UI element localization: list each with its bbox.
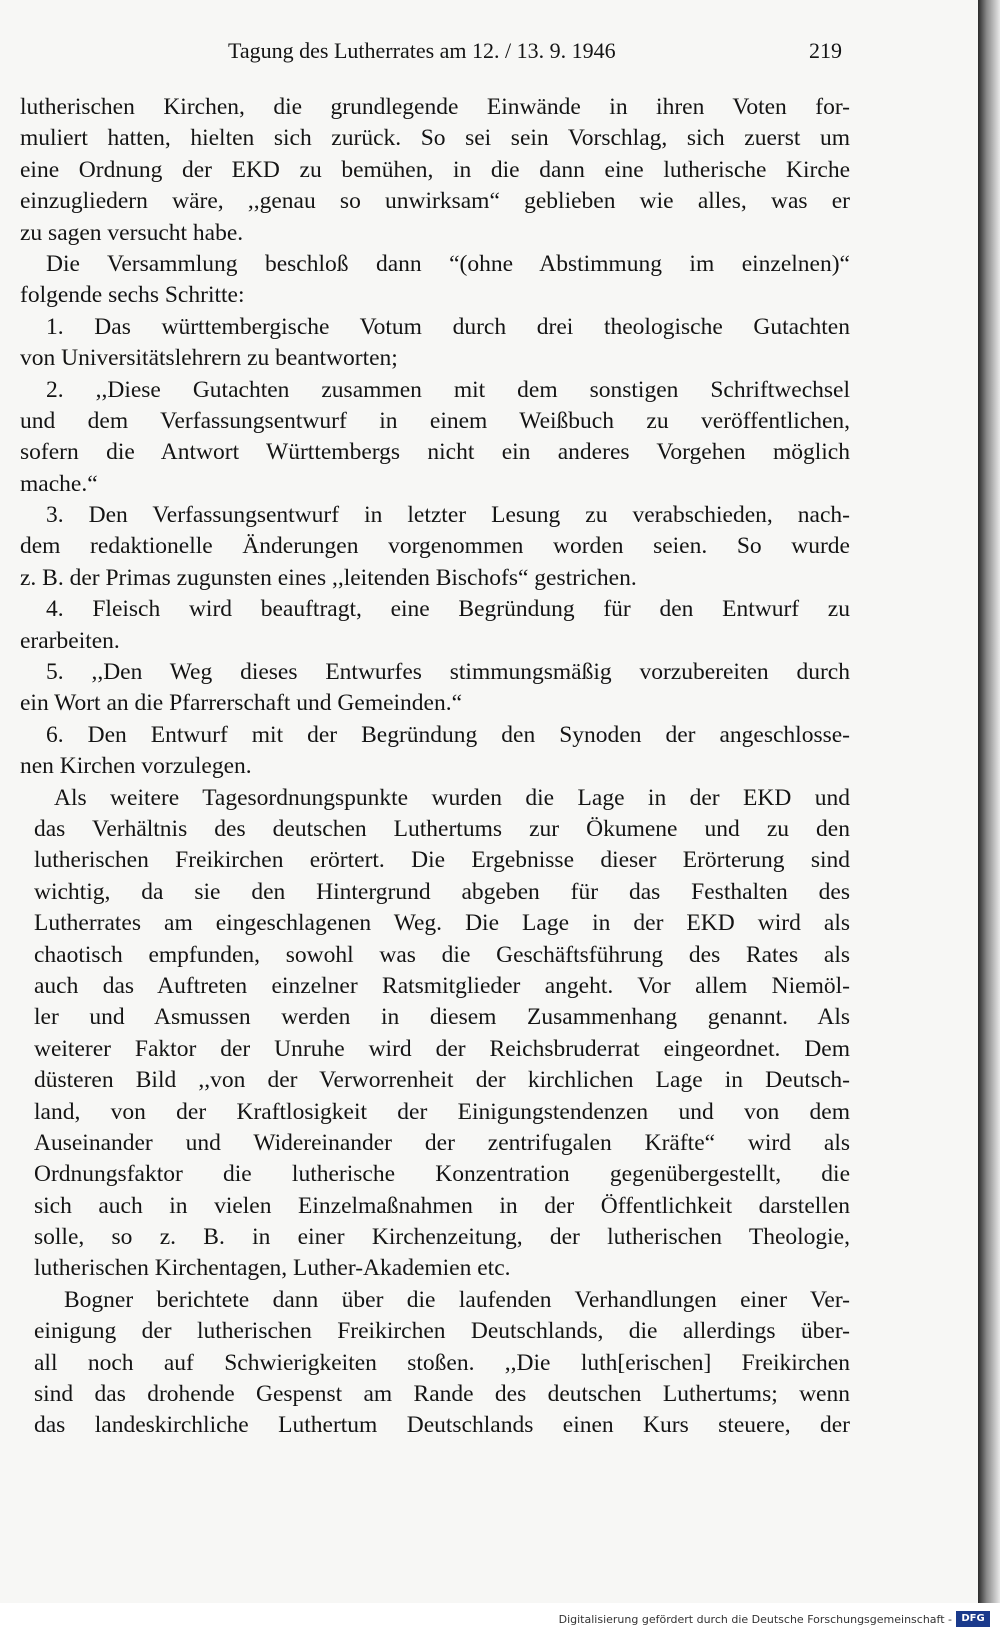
text-line: das Verhältnis des deutschen Luthertums zur Ökumene und zu den <box>34 815 850 842</box>
text-line: weiterer Faktor der Unruhe wird der Reichsbruderrat eingeordnet. Dem <box>34 1035 850 1062</box>
text-line: auch das Auftreten einzelner Ratsmitglieder angeht. Vor allem Niemöl- <box>34 972 850 999</box>
text-line: Ordnungsfaktor die lutherische Konzentration gegenübergestellt, die <box>34 1161 850 1188</box>
text-line: eine Ordnung der EKD zu bemühen, in die dann eine lutherische Kirche <box>20 156 850 183</box>
text-line: nen Kirchen vorzulegen. <box>20 753 252 780</box>
list-item-1: 1. Das württembergische Votum durch drei theologische Gutachten <box>46 313 850 340</box>
text-line: und dem Verfassungsentwurf in einem Weißbuch zu veröffentlichen, <box>20 407 850 434</box>
text-line: Die Versammlung beschloß dann “(ohne Abstimmung im einzelnen)“ <box>46 250 850 277</box>
list-item-3: 3. Den Verfassungsentwurf in letzter Lesung zu verabschieden, nach- <box>46 502 850 529</box>
page-number: 219 <box>809 38 842 63</box>
text-line: von Universitätslehrern zu beantworten; <box>20 345 398 372</box>
paragraph-start: Als weitere Tagesordnungspunkte wurden die Lage in der EKD und <box>54 784 850 811</box>
paragraph-start: Bogner berichtete dann über die laufenden Verhandlungen einer Ver- <box>64 1286 850 1313</box>
text-line: dem redaktionelle Änderungen vorgenommen worden seien. So wurde <box>20 533 850 560</box>
list-item-5: 5. ,,Den Weg dieses Entwurfes stimmungsmäßig vorzubereiten durch <box>46 659 850 686</box>
text-line: wichtig, da sie den Hintergrund abgeben für das Festhalten des <box>34 878 850 905</box>
text-line: das landeskirchliche Luthertum Deutschlands einen Kurs steuere, der <box>34 1412 850 1439</box>
text-line: ler und Asmussen werden in diesem Zusammenhang genannt. Als <box>34 1004 850 1031</box>
body-text <box>20 92 850 1442</box>
funding-credit: Digitalisierung gefördert durch die Deutsche Forschungsgemeinschaft - <box>558 1613 952 1626</box>
text-line: muliert hatten, hielten sich zurück. So sei sein Vorschlag, sich zuerst um <box>20 125 850 152</box>
text-line: sich auch in vielen Einzelmaßnahmen in der Öffentlichkeit darstellen <box>34 1192 850 1219</box>
text-line: Lutherrates am eingeschlagenen Weg. Die Lage in der EKD wird als <box>34 910 850 937</box>
text-line: zu sagen versucht habe. <box>20 219 244 246</box>
list-item-4: 4. Fleisch wird beauftragt, eine Begründung für den Entwurf zu <box>46 596 850 623</box>
text-line: lutherischen Kirchentagen, Luther-Akademien etc. <box>34 1255 511 1282</box>
text-line: z. B. der Primas zugunsten eines ,,leitenden Bischofs“ gestrichen. <box>20 564 637 591</box>
text-line: ein Wort an die Pfarrerschaft und Gemeinden.“ <box>20 690 463 717</box>
page-edge-shadow <box>978 0 1000 1603</box>
text-line: solle, so z. B. in einer Kirchenzeitung, der lutherischen Theologie, <box>34 1224 850 1251</box>
text-line: lutherischen Kirchen, die grundlegende Einwände in ihren Voten for- <box>20 94 850 120</box>
text-line: lutherischen Freikirchen erörtert. Die Ergebnisse dieser Erörterung sind <box>34 847 850 874</box>
dfg-logo: DFG <box>956 1611 990 1627</box>
text-line: folgende sechs Schritte: <box>20 282 245 309</box>
text-line: sofern die Antwort Württembergs nicht ein anderes Vorgehen möglich <box>20 439 850 466</box>
text-line: einigung der lutherischen Freikirchen Deutschlands, die allerdings über- <box>34 1318 850 1345</box>
text-line: düsteren Bild ,,von der Verworrenheit der kirchlichen Lage in Deutsch- <box>34 1067 850 1094</box>
list-item-6: 6. Den Entwurf mit der Begründung den Synoden der angeschlosse- <box>46 721 850 748</box>
text-line: mache.“ <box>20 470 98 497</box>
digitization-footer <box>0 1603 1000 1637</box>
text-line: chaotisch empfunden, sowohl was die Geschäftsführung des Rates als <box>34 941 850 968</box>
page-header <box>20 38 842 68</box>
text-line: einzugliedern wäre, ,,genau so unwirksam“ geblieben wie alles, was er <box>20 188 850 215</box>
text-line: all noch auf Schwierigkeiten stoßen. ,,Die luth[erischen] Freikirchen <box>34 1349 850 1376</box>
text-line: sind das drohende Gespenst am Rande des deutschen Luthertums; wenn <box>34 1381 850 1408</box>
running-title: Tagung des Lutherrates am 12. / 13. 9. 1946 <box>228 38 616 63</box>
text-line: land, von der Kraftlosigkeit der Einigungstendenzen und von dem <box>34 1098 850 1125</box>
text-line: Auseinander und Widereinander der zentrifugalen Kräfte“ wird als <box>34 1129 850 1156</box>
list-item-2: 2. ,,Diese Gutachten zusammen mit dem sonstigen Schriftwechsel <box>46 376 850 403</box>
text-line: erarbeiten. <box>20 627 120 654</box>
